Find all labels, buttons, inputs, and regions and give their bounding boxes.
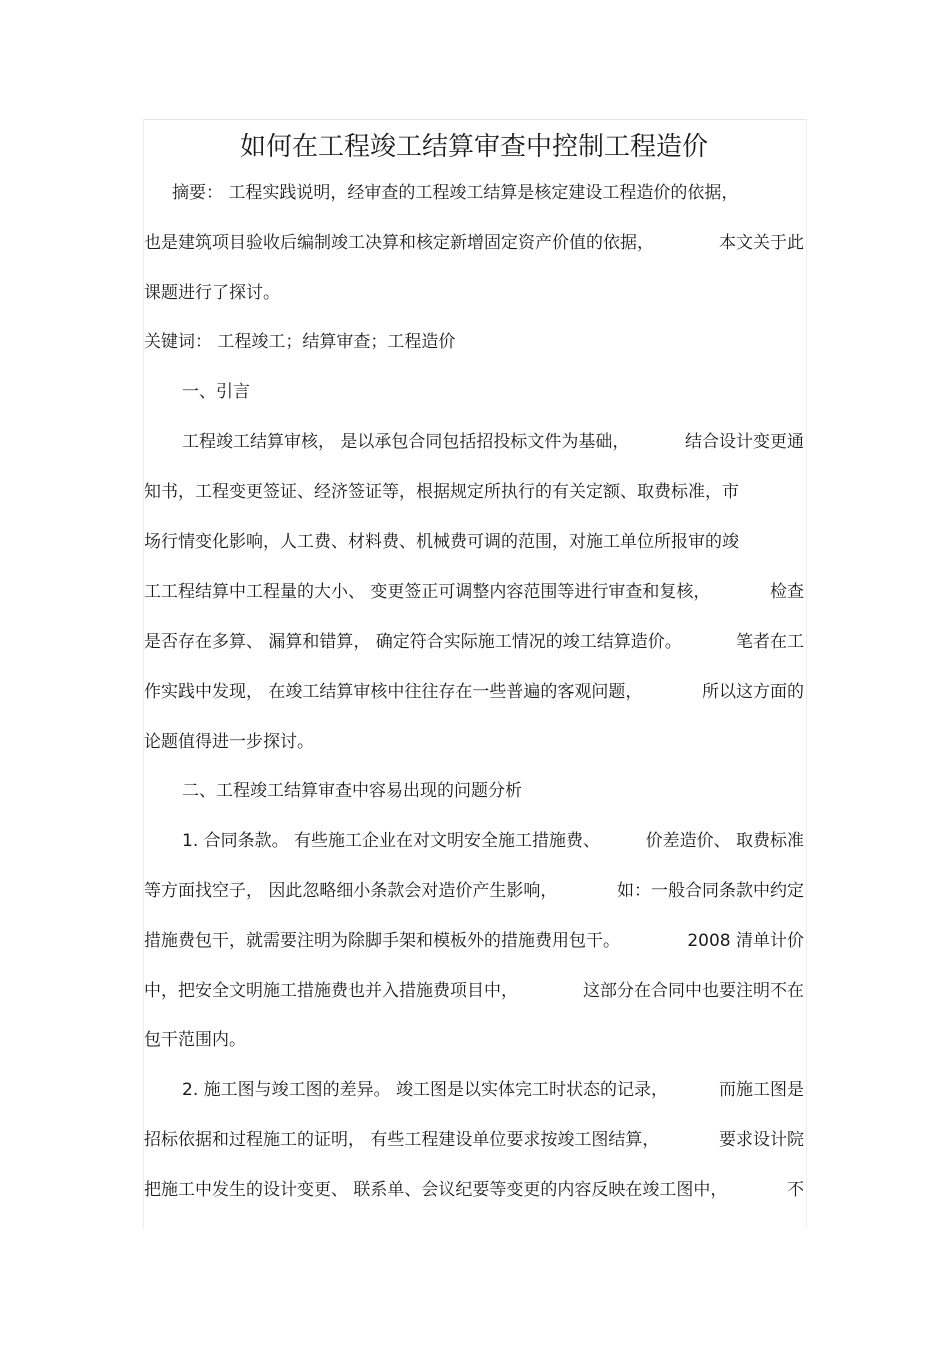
text-segment: 把施工中发生的设计变更、 联系单、会议纪要等变更的内容反映在竣工图中， — [144, 1180, 728, 1200]
text-segment: 价差造价、 取费标准 — [645, 831, 804, 851]
text-segment: 也是建筑项目验收后编制竣工决算和核定新增固定资产价值的依据， — [144, 233, 654, 253]
text-segment: 如：一般合同条款中约定 — [617, 881, 804, 901]
text-segment: 等方面找空子， 因此忽略细小条款会对造价产生影响， — [144, 881, 558, 901]
text-segment: 2. 施工图与竣工图的差异。 竣工图是以实体完工时状态的记录， — [182, 1080, 669, 1100]
paragraph-line — [144, 680, 804, 704]
text-segment: 不 — [787, 1180, 804, 1200]
text-segment: 要求设计院 — [719, 1130, 804, 1150]
text-segment: 是否存在多算、 漏算和错算， 确定符合实际施工情况的竣工结算造价。 — [144, 632, 682, 652]
paragraph-line — [144, 580, 804, 604]
text-segment: 笔者在工 — [736, 632, 804, 652]
text-segment: 而施工图是 — [719, 1080, 804, 1100]
abstract-line-2 — [144, 231, 804, 255]
abstract-line-3: 课题进行了探讨。 — [144, 283, 280, 303]
text-segment: 所以这方面的 — [702, 682, 804, 702]
paragraph-line — [144, 929, 804, 953]
text-segment: 结合设计变更通 — [685, 432, 804, 452]
text-segment: 本文关于此 — [719, 233, 804, 253]
paragraph-line: 包干范围内。 — [144, 1030, 246, 1050]
paragraph-line: 论题值得进一步探讨。 — [144, 732, 314, 752]
text-segment: 工程竣工结算审核， 是以承包合同包括招投标文件为基础， — [182, 432, 630, 452]
document-title: 如何在工程竣工结算审查中控制工程造价 — [239, 132, 708, 162]
paragraph-line — [144, 979, 804, 1003]
text-segment: 工工程结算中工程量的大小、 变更签正可调整内容范围等进行审查和复核， — [144, 582, 711, 602]
text-segment: 1. 合同条款。 有些施工企业在对文明安全施工措施费、 — [182, 831, 601, 851]
paragraph-line — [144, 1178, 804, 1202]
paragraph-line — [182, 1078, 804, 1102]
text-segment: 这部分在合同中也要注明不在 — [583, 981, 804, 1001]
paragraph-line — [144, 630, 804, 654]
section-heading-issues: 二、工程竣工结算审查中容易出现的问题分析 — [182, 781, 522, 801]
paragraph-line: 场行情变化影响，人工费、材料费、机械费可调的范围，对施工单位所报审的竣 — [144, 532, 739, 552]
paragraph-line — [182, 829, 804, 853]
abstract-line-1: 摘要： 工程实践说明，经审查的工程竣工结算是核定建设工程造价的依据， — [172, 183, 739, 203]
section-heading-intro: 一、引言 — [182, 382, 250, 402]
paragraph-line — [182, 430, 804, 454]
text-segment: 作实践中发现， 在竣工结算审核中往往存在一些普遍的客观问题， — [144, 682, 643, 702]
text-segment: 2008 清单计价 — [687, 931, 804, 951]
keywords-line: 关键词： 工程竣工；结算审查；工程造价 — [144, 332, 456, 352]
paragraph-line: 知书，工程变更签证、经济签证等，根据规定所执行的有关定额、取费标准，市 — [144, 482, 739, 502]
text-segment: 招标依据和过程施工的证明， 有些工程建设单位要求按竣工图结算， — [144, 1130, 660, 1150]
text-segment: 中，把安全文明施工措施费也并入措施费项目中， — [144, 981, 518, 1001]
text-segment: 检查 — [770, 582, 804, 602]
paragraph-line — [144, 879, 804, 903]
paragraph-line — [144, 1128, 804, 1152]
text-segment: 措施费包干，就需要注明为除脚手架和模板外的措施费用包干。 — [144, 931, 620, 951]
